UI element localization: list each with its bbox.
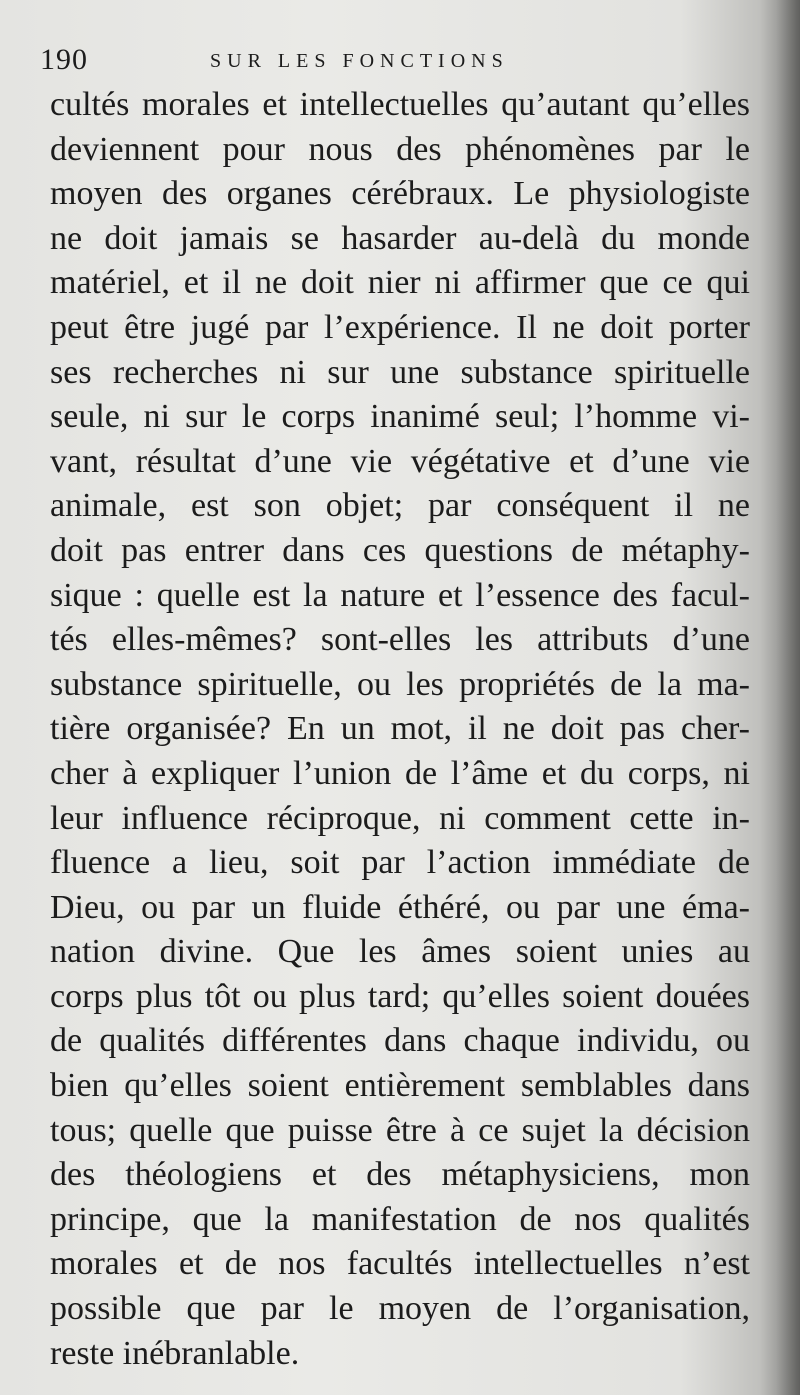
text-line: corps plus tôt ou plus tard; qu’elles soient douées [50, 977, 750, 1015]
text-line: morales et de nos facultés intellectuelles n’est [50, 1245, 750, 1283]
text-line: substance spirituelle, ou les propriétés de la ma- [50, 665, 750, 703]
text-line: sique : quelle est la nature et l’essence des facul- [50, 576, 750, 614]
text-line: tés elles-mêmes? sont-elles les attributs d’une [50, 621, 750, 659]
text-line: seule, ni sur le corps inanimé seul; l’homme vi- [50, 398, 750, 436]
text-line: peut être jugé par l’expérience. Il ne doit porter [50, 308, 750, 346]
text-line: moyen des organes cérébraux. Le physiologiste [50, 175, 750, 213]
text-line: fluence a lieu, soit par l’action immédiate de [50, 844, 750, 882]
text-line: Dieu, ou par un fluide éthéré, ou par une éma- [50, 888, 750, 926]
text-line: matériel, et il ne doit nier ni affirmer que ce qui [50, 264, 750, 302]
text-line: ne doit jamais se hasarder au-delà du monde [50, 219, 750, 257]
text-line: cher à expliquer l’union de l’âme et du corps, ni [50, 754, 750, 792]
text-line: cultés morales et intellectuelles qu’autant qu’elles [50, 86, 750, 123]
text-line: nation divine. Que les âmes soient unies au [50, 933, 750, 971]
text-line: bien qu’elles soient entièrement semblables dans [50, 1067, 750, 1105]
text-line: possible que par le moyen de l’organisation, [50, 1290, 750, 1328]
text-line: tous; quelle que puisse être à ce sujet la décision [50, 1111, 750, 1149]
running-header [40, 42, 760, 78]
text-line: doit pas entrer dans ces questions de métaphy- [50, 531, 750, 569]
page-edge-shadow [760, 0, 800, 1395]
text-line: ses recherches ni sur une substance spirituelle [50, 353, 750, 391]
text-line: de qualités différentes dans chaque individu, ou [50, 1022, 750, 1060]
text-line: leur influence réciproque, ni comment cette in- [50, 799, 750, 837]
page-number: 190 [40, 43, 88, 76]
text-line: vant, résultat d’une vie végétative et d’une vie [50, 442, 750, 480]
body-text [50, 83, 750, 1376]
running-title: SUR LES FONCTIONS [210, 50, 509, 72]
text-line: tière organisée? En un mot, il ne doit pas cher- [50, 710, 750, 748]
text-line: animale, est son objet; par conséquent il ne [50, 487, 750, 525]
text-line: principe, que la manifestation de nos qualités [50, 1200, 750, 1238]
text-line: deviennent pour nous des phénomènes par le [50, 130, 750, 168]
text-line: des théologiens et des métaphysiciens, mon [50, 1156, 750, 1194]
text-line: reste inébranlable. [50, 1334, 300, 1372]
